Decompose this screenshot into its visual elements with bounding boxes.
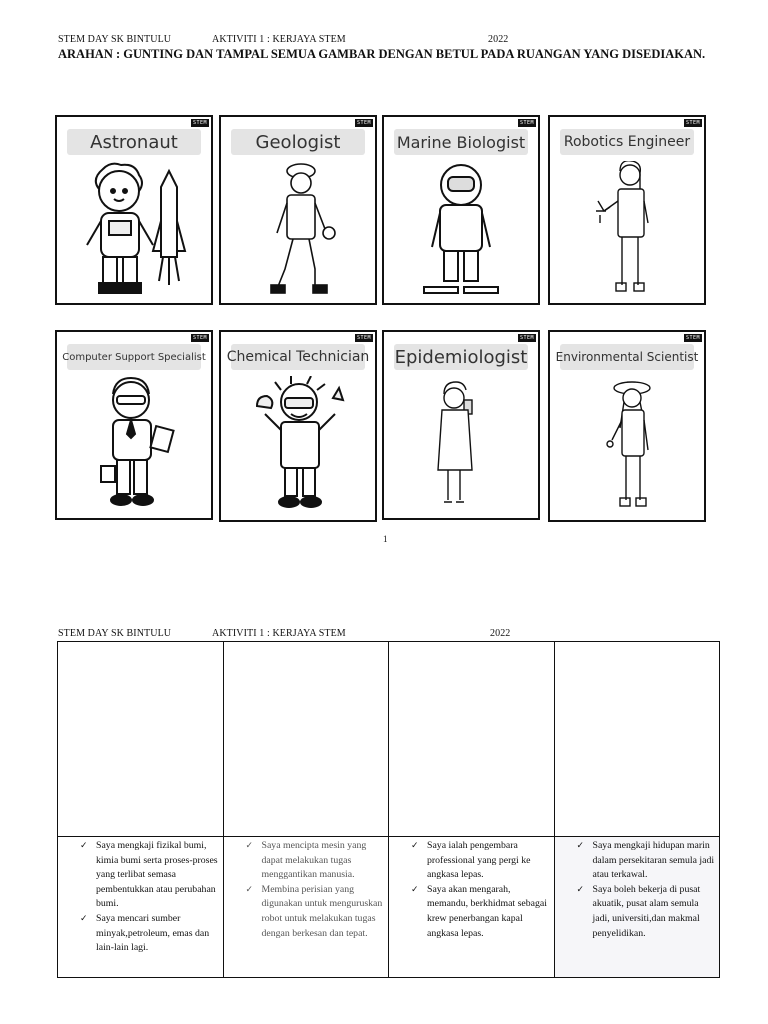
card-epidemiologist bbox=[382, 330, 540, 520]
description-item: ✓ Membina perisian yang digunakan untuk menguruskan robot untuk melakukan tugas dengan berkesan dan tepat. bbox=[246, 883, 385, 941]
description-item: ✓ Saya boleh bekerja di pusat akuatik, pusat alam semula jadi, universiti,dan makmal penyelidikan. bbox=[577, 883, 716, 941]
description-item: ✓ Saya mengkaji hidupan marin dalam persekitaran semula jadi atau terkawal. bbox=[577, 839, 716, 883]
card-title: Epidemiologist bbox=[394, 344, 528, 370]
description-cell-4 bbox=[554, 837, 720, 978]
paste-box-4 bbox=[554, 642, 720, 837]
page-number: 1 bbox=[383, 534, 388, 544]
card-title: Computer Support Specialist bbox=[67, 344, 201, 370]
description-cell-2 bbox=[223, 837, 389, 978]
header-activity: AKTIVITI 1 : KERJAYA STEM bbox=[212, 34, 346, 45]
card-chemical-technician bbox=[219, 330, 377, 522]
paste-box-2 bbox=[223, 642, 389, 837]
marine-biologist-figure-icon bbox=[384, 161, 538, 301]
card-astronaut bbox=[55, 115, 213, 305]
card-title: Marine Biologist bbox=[394, 129, 528, 155]
paste-box-3 bbox=[389, 642, 555, 837]
card-robotics-engineer bbox=[548, 115, 706, 305]
paste-box-1 bbox=[58, 642, 224, 837]
description-cell-1 bbox=[58, 837, 224, 978]
card-title: Chemical Technician bbox=[231, 344, 365, 370]
card-title: Geologist bbox=[231, 129, 365, 155]
card-title: Astronaut bbox=[67, 129, 201, 155]
astronaut-figure-icon bbox=[57, 161, 211, 301]
description-item: ✓ Saya ialah pengembara professional yang pergi ke angkasa lepas. bbox=[411, 839, 550, 883]
card-geologist bbox=[219, 115, 377, 305]
header-year: 2022 bbox=[488, 34, 509, 45]
stem-badge: STEM bbox=[685, 335, 700, 341]
geologist-figure-icon bbox=[221, 161, 375, 301]
stem-badge: STEM bbox=[356, 120, 371, 126]
card-title: Robotics Engineer bbox=[560, 129, 694, 155]
stem-badge: STEM bbox=[685, 120, 700, 126]
robotics-engineer-figure-icon bbox=[550, 161, 704, 301]
chemical-technician-figure-icon bbox=[221, 376, 375, 516]
description-cell-3 bbox=[389, 837, 555, 978]
stem-badge: STEM bbox=[519, 335, 534, 341]
environmental-scientist-figure-icon bbox=[550, 376, 704, 516]
stem-badge: STEM bbox=[192, 120, 207, 126]
computer-support-figure-icon bbox=[57, 376, 211, 516]
paste-table bbox=[57, 641, 720, 978]
stem-badge: STEM bbox=[519, 120, 534, 126]
description-item: ✓ Saya mencipta mesin yang dapat melakukan tugas menggantikan manusia. bbox=[246, 839, 385, 883]
header-school: STEM DAY SK BINTULU bbox=[58, 34, 172, 45]
stem-badge: STEM bbox=[356, 335, 371, 341]
stem-badge: STEM bbox=[192, 335, 207, 341]
description-item: ✓ Saya mencari sumber minyak,petroleum, emas dan lain-lain lagi. bbox=[80, 912, 219, 956]
card-environmental-scientist bbox=[548, 330, 706, 522]
instruction-text: ARAHAN : GUNTING DAN TAMPAL SEMUA GAMBAR DENGAN BETUL PADA RUANGAN YANG DISEDIAKAN. bbox=[58, 47, 706, 61]
header-year: 2022 bbox=[490, 628, 511, 639]
description-item: ✓ Saya akan mengarah, memandu, berkhidmat sebagai krew penerbangan kapal angkasa lepas. bbox=[411, 883, 550, 941]
description-item: ✓ Saya mengkaji fizikal bumi, kimia bumi serta proses-proses yang terlibat semasa pembentukkan atau perubahan bumi. bbox=[80, 839, 219, 912]
epidemiologist-figure-icon bbox=[384, 376, 538, 516]
card-computer-support-specialist bbox=[55, 330, 213, 520]
card-marine-biologist bbox=[382, 115, 540, 305]
header-school: STEM DAY SK BINTULU bbox=[58, 628, 172, 639]
header-activity: AKTIVITI 1 : KERJAYA STEM bbox=[212, 628, 346, 639]
card-title: Environmental Scientist bbox=[560, 344, 694, 370]
